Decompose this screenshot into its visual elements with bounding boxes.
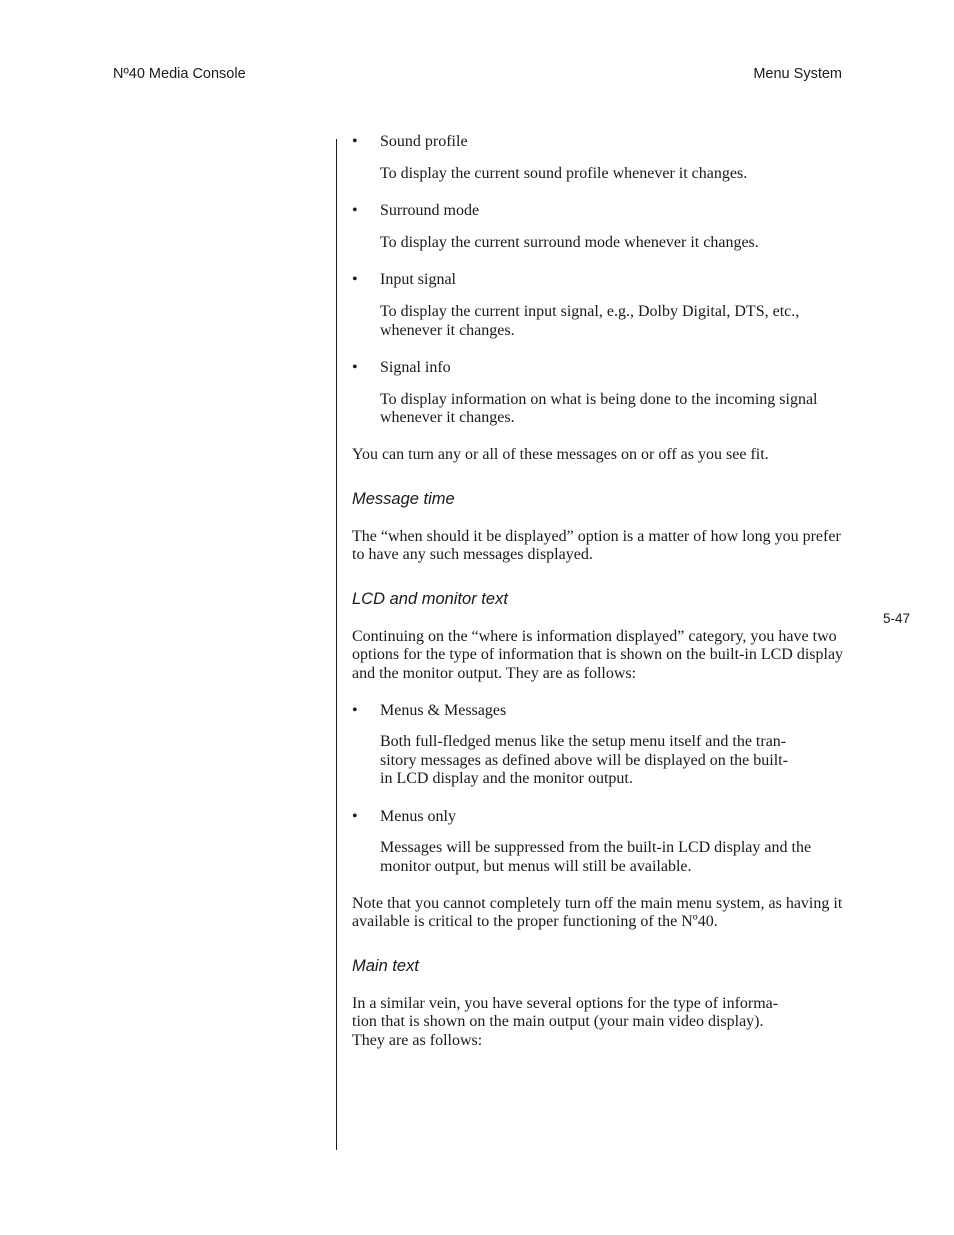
bullet-icon: • (352, 271, 358, 289)
bullet-icon: • (352, 359, 358, 377)
paragraph-line: They are as follows: (352, 1032, 483, 1050)
page-number: 5-47 (883, 611, 911, 626)
bullet-icon: • (352, 701, 358, 719)
description-line: in LCD display and the monitor output. (380, 770, 633, 788)
description-line: sitory messages as defined above will be displayed on the built- (380, 751, 788, 769)
list-item-description: To display the current input signal, e.g., Dolby Digital, DTS, etc., whenever it changes. (380, 302, 800, 339)
list-item-label: Signal info (380, 359, 451, 377)
list-item-label: Input signal (380, 271, 456, 289)
subheading-lcd-monitor-text: LCD and monitor text (352, 589, 508, 608)
subheading-main-text: Main text (352, 956, 419, 975)
running-header-section: Menu System (753, 66, 842, 82)
list-item-description: To display the current surround mode whenever it changes. (380, 233, 759, 251)
display-options-list (352, 133, 844, 428)
list-item-label: Menus only (380, 807, 456, 825)
subheading-message-time: Message time (352, 489, 455, 508)
running-header-title: Nº40 Media Console (113, 66, 246, 82)
description-line: Both full-fledged menus like the setup menu itself and the tran- (380, 733, 787, 751)
list-item (352, 359, 844, 428)
lcd-options-list (352, 702, 844, 877)
bullet-icon: • (352, 133, 358, 150)
body-paragraph: Continuing on the “where is information displayed” category, you have two options for the type of information that is shown on the built-in LCD display and the monitor output. They are as follows: (352, 627, 844, 682)
bullet-icon: • (352, 807, 358, 825)
paragraph-line: In a similar vein, you have several options for the type of informa- (352, 994, 779, 1012)
list-item (352, 133, 844, 183)
list-item-description: To display the current sound profile whenever it changes. (380, 164, 748, 182)
list-item-description (380, 733, 844, 789)
body-paragraph (352, 995, 844, 1051)
list-item-description: To display information on what is being done to the incoming signal whenever it changes. (380, 390, 818, 427)
margin-rule (336, 139, 337, 1150)
list-item (352, 202, 844, 252)
list-item (352, 271, 844, 340)
body-paragraph: You can turn any or all of these messages on or off as you see fit. (352, 445, 769, 463)
list-item (352, 701, 844, 789)
list-item-label: Surround mode (380, 202, 480, 220)
list-item-description: Messages will be suppressed from the built-in LCD display and the monitor output, but menus will still be available. (380, 839, 812, 876)
page-content (352, 133, 844, 1051)
paragraph-line: tion that is shown on the main output (your main video display). (352, 1013, 764, 1031)
list-item-label: Menus & Messages (380, 701, 507, 719)
list-item (352, 807, 844, 877)
body-paragraph: The “when should it be displayed” option is a matter of how long you prefer to have any such messages displayed. (352, 527, 841, 564)
bullet-icon: • (352, 202, 358, 220)
body-paragraph: Note that you cannot completely turn off the main menu system, as having it available is critical to the proper functioning of the Nº40. (352, 894, 843, 931)
list-item-label: Sound profile (380, 133, 468, 150)
